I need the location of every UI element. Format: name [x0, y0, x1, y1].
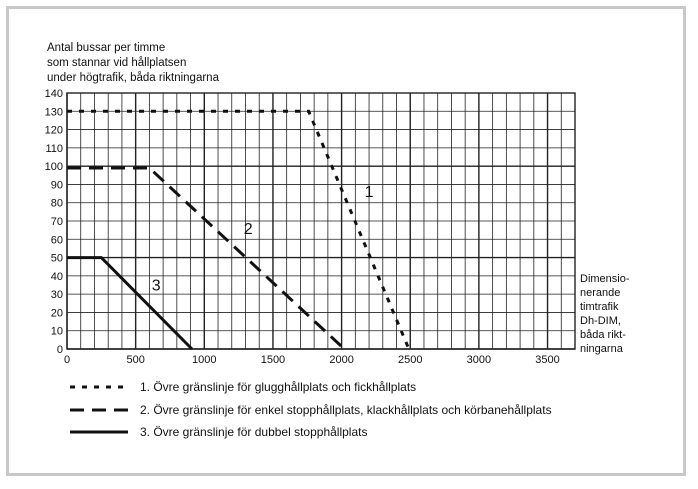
- x-tick-label: 2500: [398, 354, 423, 366]
- y-tick-label: 30: [50, 289, 63, 302]
- x-axis-label-line-5: båda rikt-: [580, 329, 626, 341]
- y-tick-label: 70: [50, 216, 63, 228]
- x-axis-label: [580, 273, 630, 355]
- series-lines: [67, 111, 409, 349]
- series-annotation-label: 3: [151, 277, 161, 295]
- y-tick-label: 10: [50, 325, 63, 338]
- x-tick-label: 0: [63, 354, 71, 366]
- y-tick-label: 20: [50, 307, 63, 320]
- y-tick-label: 140: [44, 88, 63, 100]
- y-tick-label: 80: [50, 197, 63, 210]
- x-tick-label: 1000: [192, 354, 217, 366]
- x-tick-label: 2000: [329, 354, 354, 366]
- x-axis-label-line-3: timtrafik: [580, 301, 619, 313]
- legend-label-1: 1. Övre gränslinje för glugghållplats och fickhållplats: [140, 380, 417, 394]
- y-tick-labels: [45, 88, 63, 356]
- x-tick-label: 3000: [466, 354, 492, 366]
- y-axis-label-line-3: under högtrafik, båda riktningarna: [47, 72, 219, 84]
- series-line-3: [67, 258, 192, 349]
- y-axis-label: [47, 42, 220, 84]
- legend-label-2: 2. Övre gränslinje för enkel stopphållplats, klackhållplats och körbanehållplats: [140, 403, 552, 417]
- y-tick-label: 0: [56, 344, 63, 356]
- minor-grid: [67, 93, 575, 349]
- series-line-1: [67, 111, 409, 349]
- x-axis-label-line-2: nerande: [580, 287, 621, 299]
- x-tick-label: 3500: [535, 354, 560, 366]
- y-tick-label: 40: [50, 270, 63, 283]
- legend: [70, 380, 552, 439]
- y-tick-label: 90: [50, 179, 63, 192]
- y-tick-label: 100: [44, 161, 63, 174]
- y-tick-label: 130: [44, 106, 63, 119]
- series-annotation-label: 2: [243, 220, 253, 238]
- x-axis-label-line-6: ningarna: [580, 343, 623, 355]
- series-line-2: [67, 168, 344, 349]
- y-tick-label: 50: [50, 252, 63, 265]
- x-tick-labels: [64, 354, 560, 366]
- legend-label-3: 3. Övre gränslinje för dubbel stopphållplats: [140, 425, 368, 439]
- y-axis-label-line-2: som stannar vid hållplatsen: [47, 57, 187, 69]
- y-tick-label: 60: [50, 234, 63, 247]
- x-tick-label: 1500: [260, 354, 286, 366]
- y-axis-label-line-1: Antal bussar per timme: [47, 42, 166, 54]
- x-tick-label: 500: [126, 354, 145, 366]
- series-annotation-label: 1: [364, 184, 374, 202]
- y-tick-label: 110: [45, 142, 63, 155]
- y-tick-label: 120: [44, 124, 63, 137]
- x-axis-label-line-4: Dh-DIM,: [580, 315, 621, 327]
- x-axis-label-line-1: Dimensio-: [580, 273, 630, 285]
